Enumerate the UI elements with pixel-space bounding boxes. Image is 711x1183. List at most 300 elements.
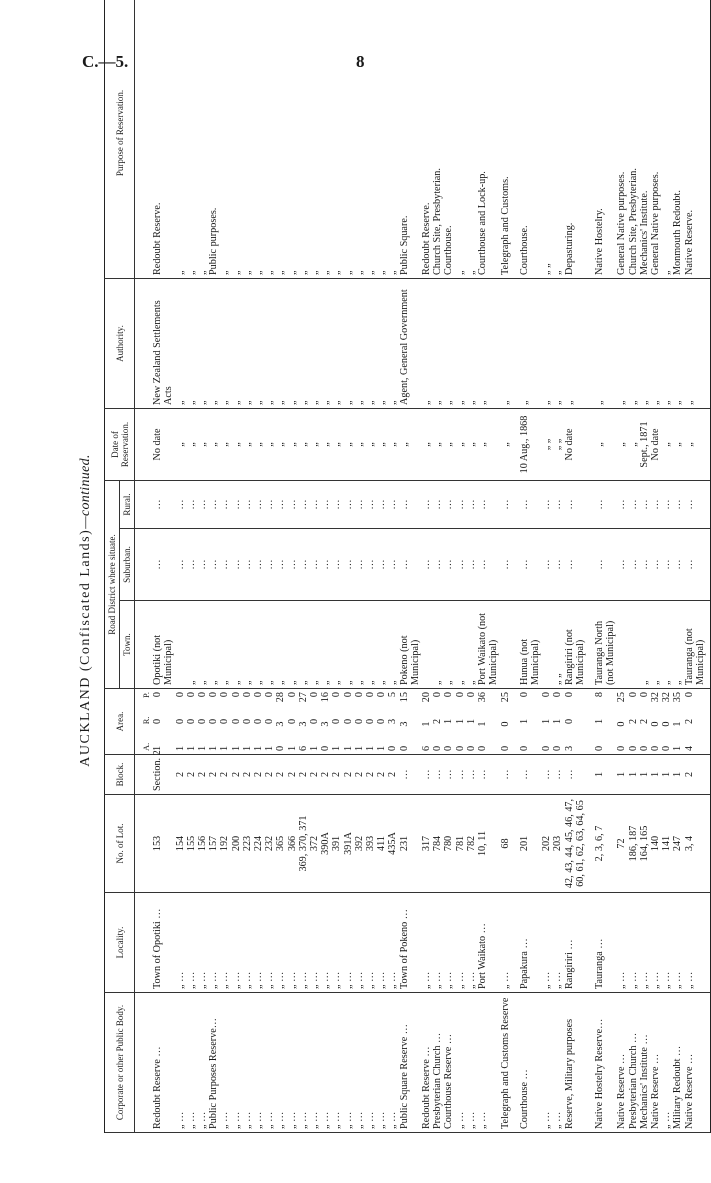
cell-locality: „ … [331,893,342,993]
cell-date: „ [432,409,443,481]
area-p-value: 0 [432,692,444,698]
area-r-value: 0 [309,718,321,725]
cell-authority: „ [616,279,627,409]
table-row [320,0,331,1133]
cell-area [672,689,683,755]
table-row [500,0,511,1133]
cell-date: „ [264,409,275,481]
cell-rural: … [331,481,342,529]
cell-lot: 232 [264,795,275,893]
area-unit-label: R. [141,716,151,725]
cell-purpose: General Native purposes. [650,0,661,279]
cell-rural: … [466,481,477,529]
cell-lot: 435A [387,795,398,893]
cell-rural: … [287,481,298,529]
area-a-value: 1 [365,745,377,751]
cell-area [650,689,661,755]
cell-block: 2 [186,755,197,795]
cell-area [519,689,541,755]
cell-corporate: „ … [242,993,253,1133]
area-units [135,689,153,755]
cell-suburban: … [564,529,586,601]
cell-corporate: Native Reserve … [650,993,661,1133]
cell-purpose: „ [387,0,398,279]
cell-town [500,601,511,689]
cell-date: „ [365,409,376,481]
cell-date: „ [354,409,365,481]
cell-corporate: „ … [466,993,477,1133]
cell-area [552,689,563,755]
cell-town: Opotiki (not Municipal) [152,601,174,689]
cell-corporate: „ … [661,993,672,1133]
area-a-value: 0 [616,745,628,751]
page-code: C.—5. [82,52,129,71]
table-row [541,0,552,1133]
cell-date: „ [242,409,253,481]
cell-date: „ [298,409,309,481]
cell-corporate: Courthouse … [519,993,541,1133]
cell-block: 1 [616,755,627,795]
cell-date: „ [175,409,186,481]
cell-purpose: „ [242,0,253,279]
cell-authority: „ [354,279,365,409]
area-p-value: 36 [477,692,489,703]
cell-date: „ [477,409,499,481]
cell-date: „ [376,409,387,481]
cell-locality: „ … [616,893,627,993]
cell-town: Hunua (not Municipal) [519,601,541,689]
cell-lot: 141 [661,795,672,893]
cell-town [616,601,627,689]
area-a-value: 1 [197,745,209,751]
table-row [477,0,499,1133]
area-a-value: 0 [552,745,564,751]
cell-town [175,601,186,689]
cell-corporate: Native Hostelry Reserve… [594,993,616,1133]
table-row [275,0,286,1133]
cell-date: „ [275,409,286,481]
col-rural: Rural. [120,481,135,529]
area-p-value: 0 [309,692,321,698]
cell-corporate: „ … [219,993,230,1133]
area-r-value: 0 [353,718,365,725]
cell-purpose: „ [186,0,197,279]
cell-corporate: „ … [541,993,552,1133]
cell-rural: … [376,481,387,529]
unit-spacer [135,755,153,795]
area-a-value: 1 [672,745,684,751]
cell-locality: „ … [175,893,186,993]
cell-suburban: … [320,529,331,601]
spacer-cell [511,893,519,993]
cell-town: „ [432,601,443,689]
cell-block: 2 [684,755,711,795]
cell-purpose: Courthouse. [443,0,454,279]
spacer-cell [586,993,594,1133]
cell-town [541,601,552,689]
cell-corporate: „ … [320,993,331,1133]
area-p-value: 15 [398,692,410,703]
area-p-value: 0 [552,692,564,698]
cell-corporate: Redoubt Reserve … [152,993,174,1133]
cell-locality: „ … [354,893,365,993]
cell-corporate: Public Purposes Reserve… [208,993,219,1133]
cell-area [343,689,354,755]
cell-corporate: Native Reserve … [684,993,711,1133]
area-p-value: 0 [443,692,455,698]
cell-authority: „ [387,279,398,409]
cell-purpose: „ [365,0,376,279]
cell-rural: … [186,481,197,529]
area-p-value: 20 [421,692,433,703]
area-a-value: 0 [398,745,410,751]
cell-rural: … [500,481,511,529]
spacer-cell [511,755,519,795]
cell-lot: 202 [541,795,552,893]
table-row [242,0,253,1133]
cell-suburban: … [650,529,661,601]
area-r-value: 1 [443,718,455,725]
cell-block: 2 [343,755,354,795]
cell-block: … [421,755,432,795]
cell-date: „ [197,409,208,481]
cell-town: Pokeno (not Municipal) [399,601,421,689]
table-row [331,0,342,1133]
area-a-value: 0 [649,745,661,751]
table-row [672,0,683,1133]
cell-authority: „ [594,279,616,409]
cell-lot: 154 [175,795,186,893]
cell-area [443,689,454,755]
area-p-value: 25 [616,692,628,703]
cell-rural: … [594,481,616,529]
cell-authority: „ [275,279,286,409]
spacer-cell [586,755,594,795]
cell-town: „ [376,601,387,689]
cell-town: „ [287,601,298,689]
area-r-value: 0 [649,721,661,727]
cell-corporate: Telegraph and Customs Reserve [500,993,511,1133]
cell-block: 1 [628,755,639,795]
cell-block: … [541,755,552,795]
cell-suburban: … [432,529,443,601]
area-a-value: 1 [376,745,388,751]
cell-town: „ [275,601,286,689]
cell-purpose: „ [219,0,230,279]
area-r-value: 0 [197,718,209,725]
spacer-cell [511,529,519,601]
table-row [432,0,443,1133]
table-row [287,0,298,1133]
area-p-value: 0 [465,692,477,698]
cell-block: … [455,755,466,795]
cell-purpose: Mechanics' Institute. [639,0,650,279]
cell-lot: 68 [500,795,511,893]
cell-authority: „ [466,279,477,409]
area-r-value: 3 [398,721,410,727]
cell-lot: 392 [354,795,365,893]
cell-locality: „ … [500,893,511,993]
cell-rural: … [152,481,174,529]
cell-purpose: „ [298,0,309,279]
cell-corporate: „ … [287,993,298,1133]
table-row [443,0,454,1133]
table-row [152,0,174,1133]
cell-date: No date [152,409,174,481]
cell-suburban: … [219,529,230,601]
area-a-value: 0 [443,745,455,751]
cell-locality: „ … [650,893,661,993]
area-p-value: 0 [219,692,231,698]
cell-corporate: „ … [231,993,242,1133]
cell-date: „ [594,409,616,481]
cell-date: „ [455,409,466,481]
spacer-cell [586,893,594,993]
cell-locality: Port Waikato … [477,893,499,993]
cell-area [661,689,672,755]
cell-suburban: … [253,529,264,601]
cell-area [175,689,186,755]
cell-block: … [443,755,454,795]
area-p-value: 0 [518,692,530,698]
table-row [455,0,466,1133]
cell-suburban: … [376,529,387,601]
cell-rural: … [387,481,398,529]
cell-town: „ [466,601,477,689]
cell-lot: 365 [275,795,286,893]
cell-town: „ [320,601,331,689]
area-unit-label: P. [141,692,151,698]
area-r-value: 0 [208,718,220,725]
area-r-value: 0 [253,718,265,725]
col-corporate: Corporate or other Public Body. [105,993,135,1133]
area-r-value: 0 [331,718,343,725]
table-row [253,0,264,1133]
area-a-value: 1 [230,745,242,751]
cell-lot: 391A [343,795,354,893]
cell-rural: … [616,481,627,529]
cell-authority: „ [219,279,230,409]
cell-suburban: … [466,529,477,601]
cell-lot: 201 [519,795,541,893]
reserves-table [104,0,711,1133]
cell-area [628,689,639,755]
table-row [208,0,219,1133]
table-row [594,0,616,1133]
cell-purpose: Monmouth Redoubt. [672,0,683,279]
cell-suburban: … [552,529,563,601]
area-r-value: 0 [219,718,231,725]
cell-area [500,689,511,755]
area-p-value: 0 [638,692,650,698]
area-a-value: 1 [286,745,298,751]
cell-authority: „ [500,279,511,409]
cell-rural: … [343,481,354,529]
spacer-cell [586,279,594,409]
table-row [466,0,477,1133]
cell-date: „ [500,409,511,481]
cell-town: „ [298,601,309,689]
area-r-value: 3 [387,718,399,725]
area-r-value: 0 [241,718,253,725]
cell-lot: 72 [616,795,627,893]
cell-authority: „ [186,279,197,409]
cell-town: „ [309,601,320,689]
cell-locality: „ … [320,893,331,993]
cell-purpose: Native Hostelry. [594,0,616,279]
cell-town: „ [197,601,208,689]
cell-corporate: Reserve, Military purposes [564,993,586,1133]
cell-area [399,689,421,755]
cell-block: … [399,755,421,795]
cell-lot: 156 [197,795,208,893]
area-a-value: 1 [185,745,197,751]
cell-lot: 186, 187 [628,795,639,893]
cell-town: „ [186,601,197,689]
area-p-value: 0 [331,692,343,698]
cell-area [253,689,264,755]
col-suburban: Suburban. [120,529,135,601]
cell-area [275,689,286,755]
table-title-main: AUCKLAND (Confiscated Lands) [78,528,93,767]
area-a-value: 1 [208,745,220,751]
area-r-value: 0 [342,718,354,725]
cell-area [541,689,552,755]
cell-locality: „ … [466,893,477,993]
table-row [376,0,387,1133]
cell-locality: „ … [231,893,242,993]
cell-block: 2 [387,755,398,795]
cell-locality: „ … [253,893,264,993]
area-a-value: 6 [297,745,309,751]
cell-authority: „ [455,279,466,409]
cell-rural: … [564,481,586,529]
spacer-cell [511,689,519,755]
cell-corporate: „ … [354,993,365,1133]
cell-date: „ [399,409,421,481]
cell-lot: 369, 370, 371 [298,795,309,893]
cell-date: „ [186,409,197,481]
cell-locality: „ … [275,893,286,993]
cell-authority: „ [684,279,711,409]
cell-town: „ [331,601,342,689]
cell-rural: … [275,481,286,529]
cell-locality: „ … [628,893,639,993]
cell-authority: Agent, General Government [399,279,421,409]
table-row [354,0,365,1133]
cell-town: „ [242,601,253,689]
table-row [616,0,627,1133]
cell-date: „ [443,409,454,481]
cell-corporate: „ … [343,993,354,1133]
cell-date: „ [287,409,298,481]
cell-locality: „ … [432,893,443,993]
area-r-value: 0 [376,718,388,725]
area-units-row [135,0,153,1133]
area-unit-label: A. [141,742,151,751]
cell-locality: „ … [365,893,376,993]
cell-date: No date [564,409,586,481]
cell-block: … [500,755,511,795]
cell-authority: „ [432,279,443,409]
cell-corporate: „ … [186,993,197,1133]
cell-authority: „ [519,279,541,409]
spacer-cell [511,0,519,279]
table-row [219,0,230,1133]
cell-authority: „ [343,279,354,409]
area-a-value: 0 [541,745,553,751]
area-r-value: 2 [432,718,444,725]
cell-corporate: „ … [197,993,208,1133]
table-row [661,0,672,1133]
cell-purpose: Redoubt Reserve. [421,0,432,279]
cell-block: 2 [219,755,230,795]
table-row [684,0,711,1133]
area-a-value: 4 [683,745,695,751]
cell-suburban: … [477,529,499,601]
cell-corporate: „ … [552,993,563,1133]
area-a-value: 0 [465,745,477,751]
col-area: Area. [105,689,135,755]
cell-rural: … [399,481,421,529]
cell-block: 2 [197,755,208,795]
cell-lot: 780 [443,795,454,893]
area-r-value: 0 [499,721,511,727]
cell-block: … [466,755,477,795]
area-p-value: 0 [197,692,209,698]
cell-authority: „ [564,279,586,409]
cell-suburban: … [186,529,197,601]
cell-town: „ [208,601,219,689]
cell-purpose: „ [175,0,186,279]
cell-suburban: … [541,529,552,601]
cell-area [564,689,586,755]
cell-town: Rangiriri (not Municipal) [564,601,586,689]
cell-town: „ [443,601,454,689]
cell-rural: … [519,481,541,529]
cell-authority: „ [365,279,376,409]
page-number: 8 [356,52,365,71]
cell-rural: … [541,481,552,529]
cell-town: „ [387,601,398,689]
cell-area [376,689,387,755]
cell-purpose: „ [331,0,342,279]
cell-area [264,689,275,755]
unit-spacer [135,0,153,279]
cell-lot: 317 [421,795,432,893]
cell-block: 2 [208,755,219,795]
area-r-value: 1 [541,718,553,725]
cell-rural: … [197,481,208,529]
cell-corporate: Presbyterian Church … [628,993,639,1133]
cell-purpose: „ [343,0,354,279]
area-a-value: 1 [331,745,343,751]
cell-suburban: … [231,529,242,601]
cell-suburban: … [684,529,711,601]
cell-suburban: … [639,529,650,601]
cell-authority: „ [477,279,499,409]
cell-corporate: „ … [331,993,342,1133]
cell-area [231,689,242,755]
cell-date: „ [331,409,342,481]
cell-corporate: „ … [477,993,499,1133]
table-row [365,0,376,1133]
cell-locality: „ … [343,893,354,993]
cell-lot: 192 [219,795,230,893]
cell-purpose: „ [253,0,264,279]
cell-area [639,689,650,755]
cell-area [466,689,477,755]
